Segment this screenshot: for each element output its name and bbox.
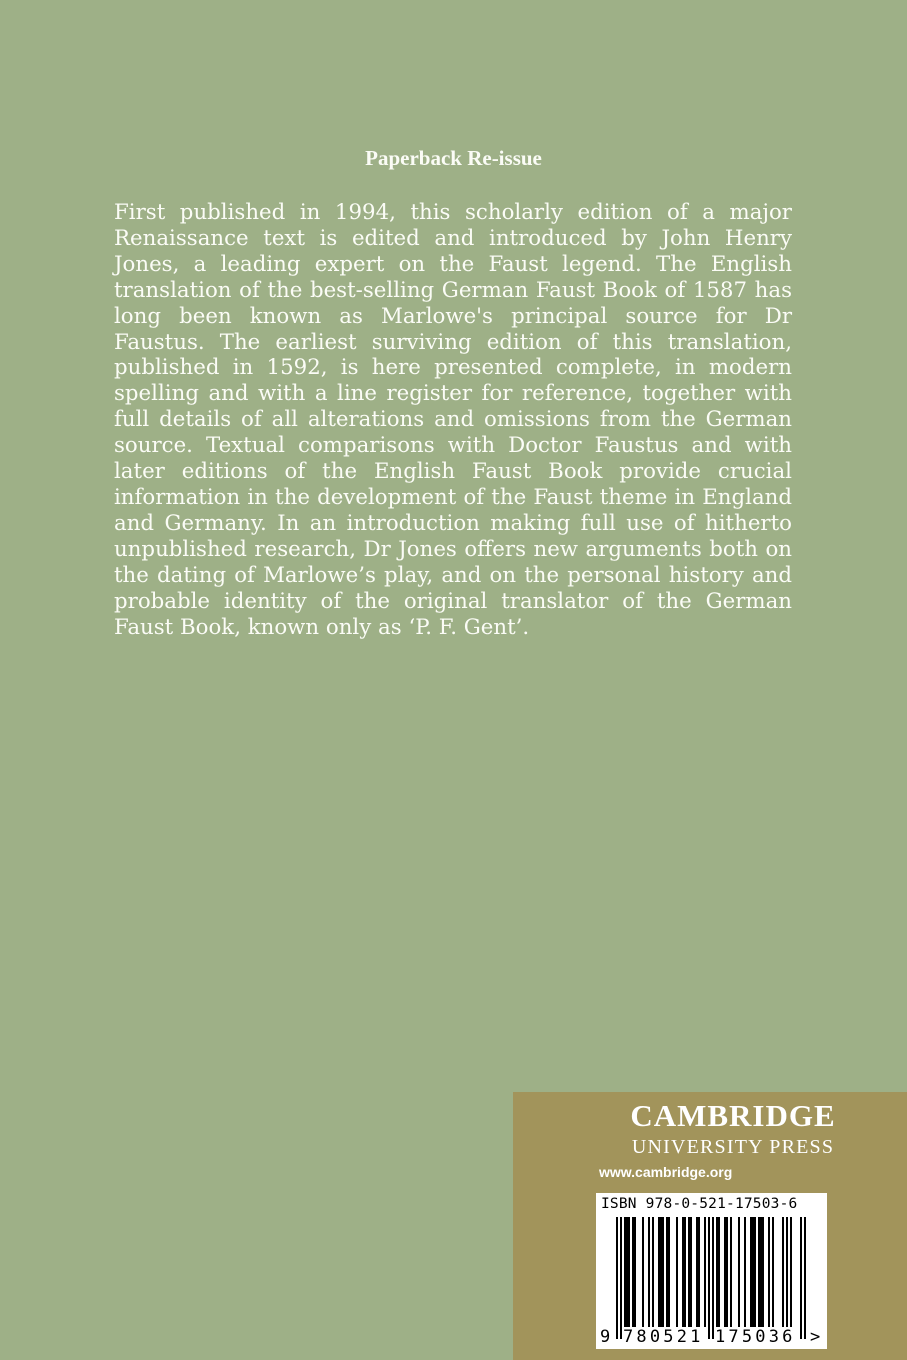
barcode-bar bbox=[790, 1217, 792, 1327]
barcode-bar bbox=[658, 1217, 660, 1327]
isbn-label: ISBN 978-0-521-17503-6 bbox=[601, 1196, 798, 1212]
barcode-quiet-mark: > bbox=[810, 1327, 821, 1347]
book-description: First published in 1994, this scholarly edition of a major Renaissance text is edited and introduced by John Henry Jones, a leading expert on the Faust legend. The English translation of the best-selling German Faust Book of 1587 has long been known as Marlowe's principal source for Dr Faustus. The earliest surviving edition of this translation, published in 1592, is here presented complete, in modern spelling and with a line register for reference, together with full details of all alterations and omissions from the German source. Textual comparisons with Doctor Faustus and with later editions of the English Faust Book provide crucial information in the development of the Faust theme in England and Germany. In an introduction making full use of hitherto unpublished research, Dr Jones offers new arguments both on the dating of Marlowe’s play, and on the personal history and probable identity of the original translator of the German Faust Book, known only as ‘P. F. Gent’. bbox=[114, 200, 792, 640]
barcode-bar bbox=[624, 1217, 626, 1327]
barcode-bar bbox=[750, 1217, 752, 1327]
barcode-bar bbox=[772, 1217, 774, 1327]
barcode-bar bbox=[744, 1217, 746, 1327]
barcode-bar bbox=[782, 1217, 784, 1327]
barcode-bar bbox=[660, 1217, 662, 1327]
cover-heading: Paperback Re-issue bbox=[365, 146, 542, 170]
barcode-bar bbox=[786, 1217, 788, 1327]
barcode-box bbox=[596, 1193, 827, 1349]
barcode-icon bbox=[596, 1193, 827, 1349]
barcode-bar bbox=[642, 1217, 644, 1327]
publisher-name: CAMBRIDGE bbox=[630, 1098, 836, 1133]
barcode-bar bbox=[724, 1217, 726, 1327]
barcode-bar bbox=[620, 1217, 622, 1339]
barcode-bar bbox=[616, 1217, 618, 1339]
barcode-bar bbox=[730, 1217, 732, 1327]
barcode-bar bbox=[768, 1217, 770, 1327]
barcode-bar bbox=[738, 1217, 740, 1327]
barcode-bar bbox=[668, 1217, 670, 1327]
barcode-bar bbox=[662, 1217, 664, 1327]
barcode-bar bbox=[760, 1217, 762, 1327]
barcode-left-digits: 780521 bbox=[623, 1327, 704, 1347]
barcode-bar bbox=[712, 1217, 714, 1339]
publisher-panel bbox=[513, 1092, 907, 1360]
barcode-bar bbox=[758, 1217, 760, 1327]
barcode-bar bbox=[696, 1217, 698, 1327]
barcode-bar bbox=[718, 1217, 720, 1327]
barcode-bar bbox=[634, 1217, 636, 1327]
barcode-bar bbox=[632, 1217, 634, 1327]
publisher-subtitle: UNIVERSITY PRESS bbox=[631, 1136, 835, 1158]
barcode-bar bbox=[666, 1217, 668, 1327]
barcode-bar bbox=[716, 1217, 718, 1327]
barcode-bar bbox=[626, 1217, 628, 1327]
barcode-bar bbox=[690, 1217, 692, 1327]
barcode-bar bbox=[804, 1217, 806, 1339]
publisher-website: www.cambridge.org bbox=[599, 1164, 733, 1180]
barcode-bar bbox=[752, 1217, 754, 1327]
barcode-right-digits: 175036 bbox=[715, 1327, 796, 1347]
barcode-bar bbox=[726, 1217, 728, 1327]
barcode-bar bbox=[754, 1217, 756, 1327]
barcode-bar bbox=[676, 1217, 678, 1327]
barcode-bar bbox=[800, 1217, 802, 1339]
barcode-bar bbox=[652, 1217, 654, 1327]
barcode-bar bbox=[648, 1217, 650, 1327]
barcode-bar bbox=[704, 1217, 706, 1327]
barcode-bar bbox=[762, 1217, 764, 1327]
barcode-bar bbox=[628, 1217, 630, 1327]
barcode-bar bbox=[708, 1217, 710, 1339]
barcode-lead-digit: 9 bbox=[600, 1327, 611, 1347]
barcode-bar bbox=[684, 1217, 686, 1327]
barcode-bar bbox=[698, 1217, 700, 1327]
barcode-bar bbox=[688, 1217, 690, 1327]
barcode-bar bbox=[682, 1217, 684, 1327]
